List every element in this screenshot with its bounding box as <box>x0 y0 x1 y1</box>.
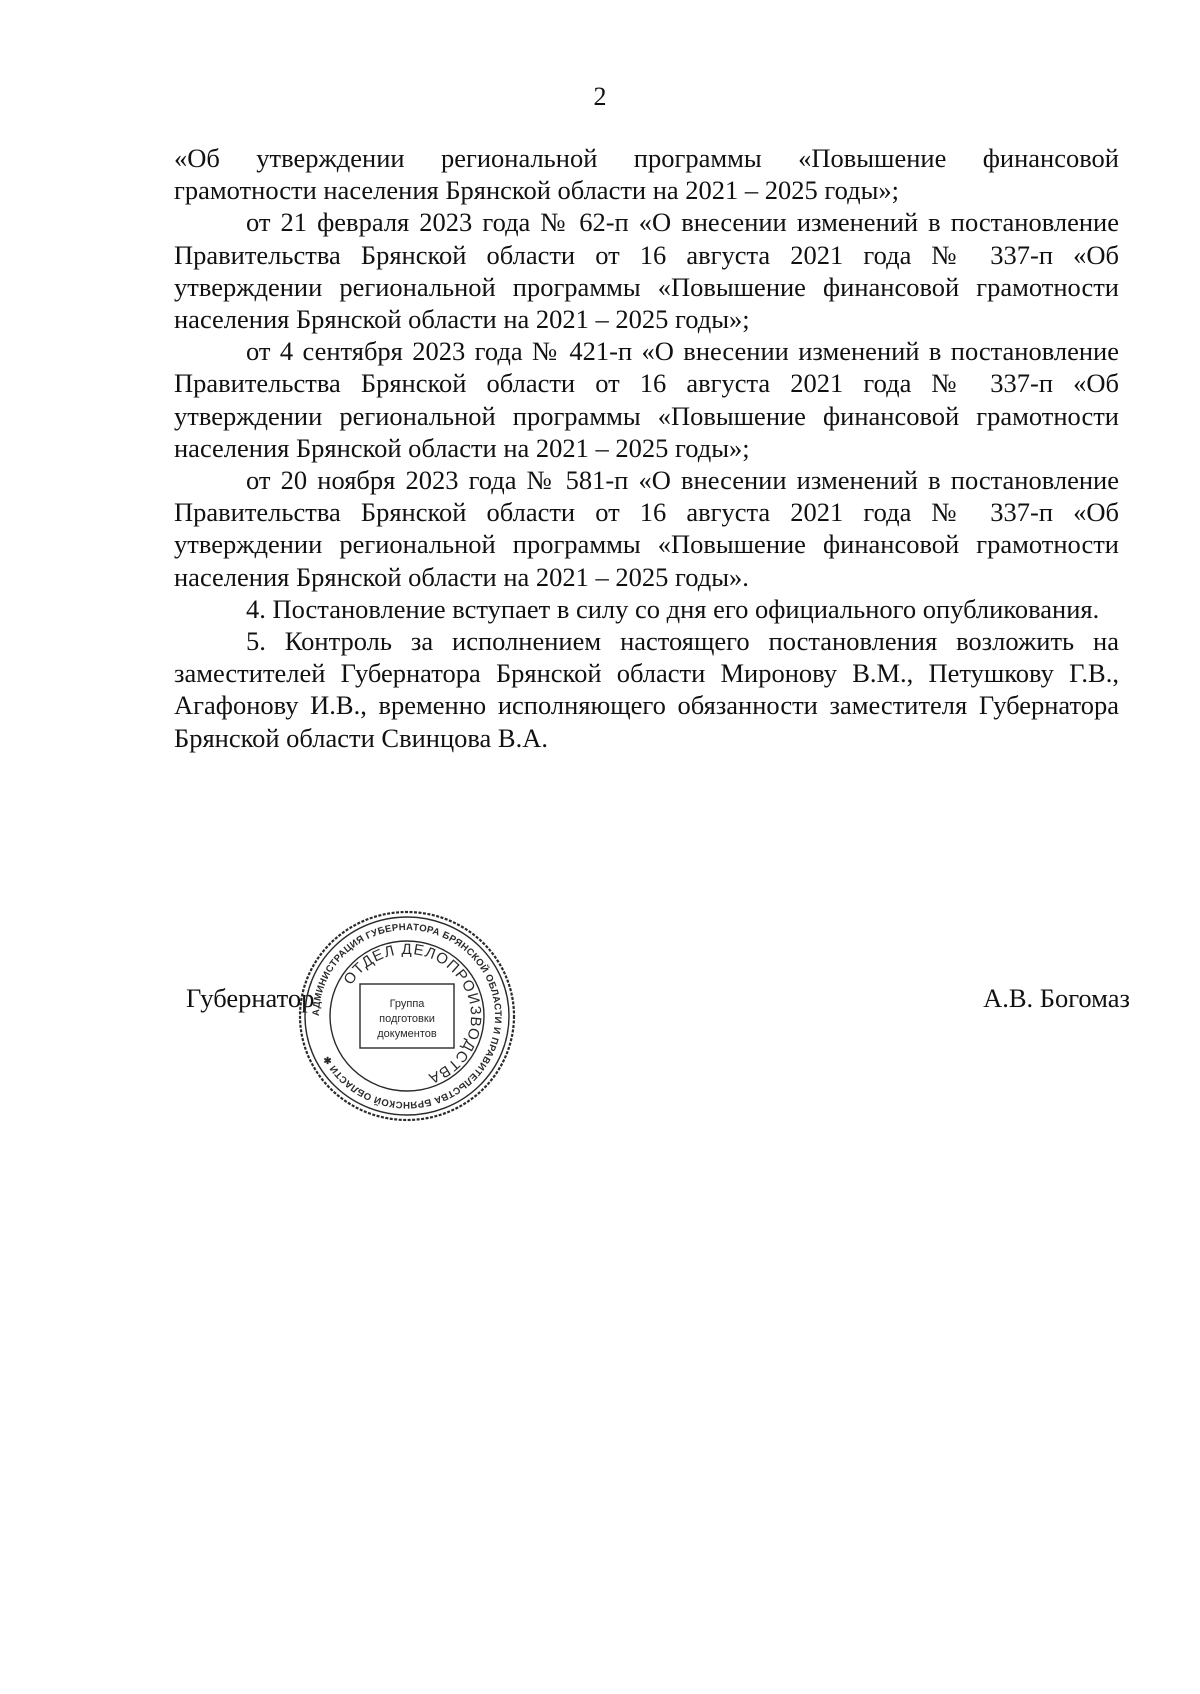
document-body <box>174 142 1119 754</box>
signature-block <box>0 983 1200 1023</box>
seal-center-line-1: Группа <box>389 998 425 1010</box>
paragraph-6: 5. Контроль за исполнением настоящего постановления возложить на заместителей Губернатора Брянской области Миронову В.М., Петушкову Г.В., Агафонову И.В., временно исполняющего обязанности заместителя Губернатора Брянской области Свинцова В.А. <box>174 626 1119 753</box>
signature-title: Губернатор <box>186 983 315 1013</box>
signature-name: А.В. Богомаз <box>983 983 1130 1013</box>
seal-graphic <box>296 908 518 1124</box>
paragraph-2: от 21 февраля 2023 года № 62-п «О внесении изменений в постановление Правительства Брянской области от 16 августа 2021 года № 337-п «Об утверждении региональной программы «Повышение финансовой грамотности населения Брянской области на 2021 – 2025 годы»; <box>174 207 1119 335</box>
official-seal <box>296 908 518 1124</box>
seal-inner-text: ОТДЕЛ ДЕЛОПРОИЗВОДСТВА <box>340 940 485 1088</box>
page-number: 2 <box>593 82 607 111</box>
paragraph-3: от 4 сентября 2023 года № 421-п «О внесении изменений в постановление Правительства Брянской области от 16 августа 2021 года № 337-п «Об утверждении региональной программы «Повышение финансовой грамотности населения Брянской области на 2021 – 2025 годы»; <box>174 336 1119 463</box>
paragraph-5: 4. Постановление вступает в силу со дня его официального опубликования. <box>246 593 1100 624</box>
paragraph-4: от 20 ноября 2023 года № 581-п «О внесении изменений в постановление Правительства Брянской области от 16 августа 2021 года № 337-п «Об утверждении региональной программы «Повышение финансовой грамотности населения Брянской области на 2021 – 2025 годы». <box>174 465 1119 592</box>
seal-outer-text: АДМИНИСТРАЦИЯ ГУБЕРНАТОРА БРЯНСКОЙ ОБЛАСТИ И ПРАВИТЕЛЬСТВА БРЯНСКОЙ ОБЛАСТИ ✱ <box>310 921 504 1111</box>
seal-center-line-3: документов <box>377 1028 437 1040</box>
paragraph-1: «Об утверждении региональной программы «Повышение финансовой грамотности населения Брянской области на 2021 – 2025 годы»; <box>174 143 1119 206</box>
seal-center-line-2: подготовки <box>379 1013 435 1025</box>
